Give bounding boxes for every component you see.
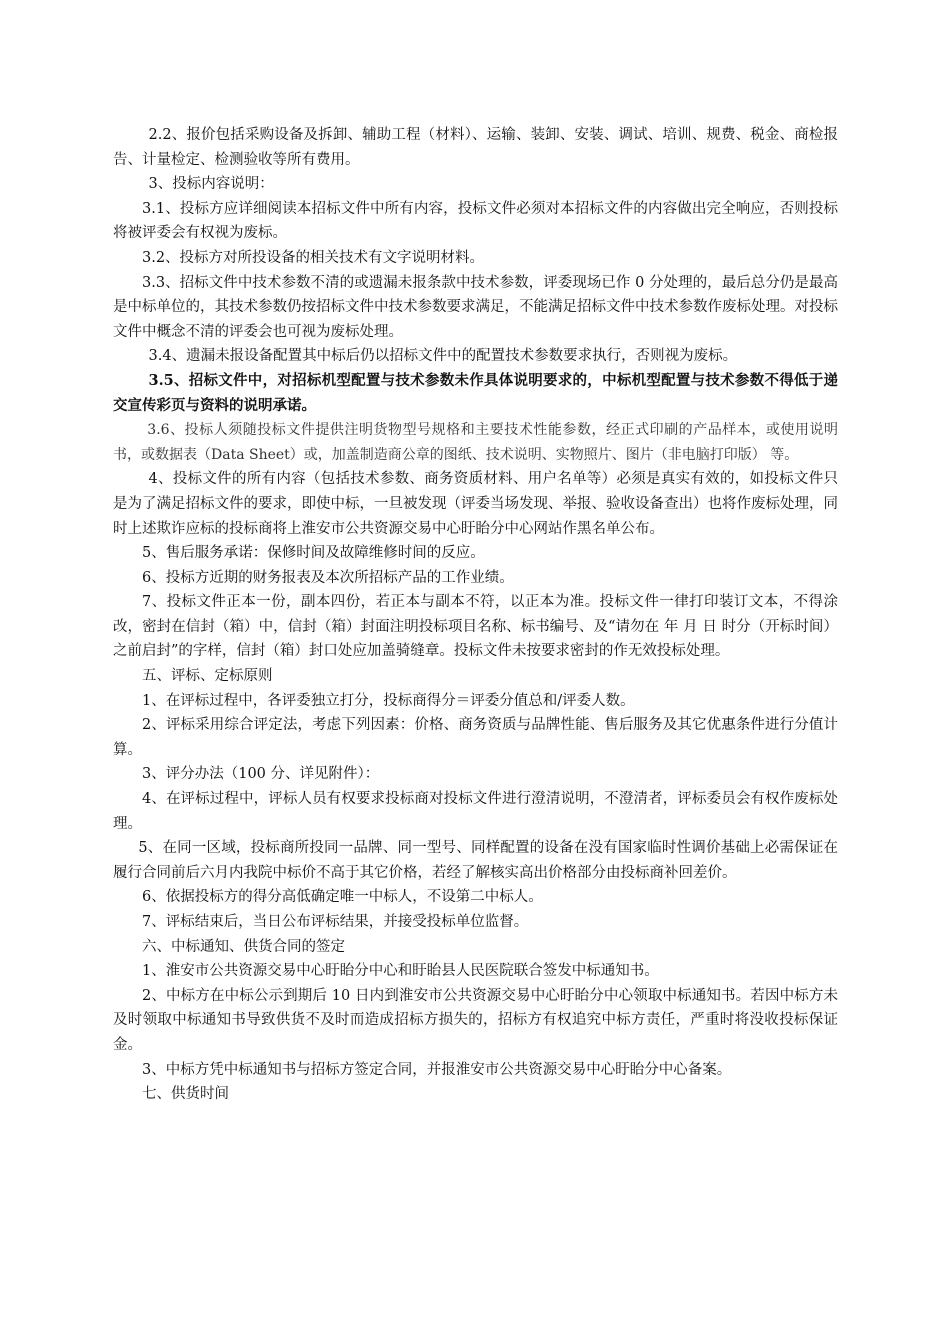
- paragraph-eval-1: 1、在评标过程中，各评委独立打分，投标商得分＝评委分值总和/评委人数。: [142, 692, 635, 709]
- paragraph-4: 4、投标文件的所有内容（包括技术参数、商务资质材料、用户名单等）必须是真实有效的，如投标文件只是为了满足招标文件的要求，即使中标，一旦被发现（评委当场发现、举报、验收设备查出）也将作废标处理，同时上述欺诈应标的投标商将上淮安市公共资源交易中心盱眙分中心网站作黑名单公布。: [113, 471, 838, 537]
- paragraph-3-5: 3.5、招标文件中，对招标机型配置与技术参数未作具体说明要求的，中标机型配置与技术参数不得低于递交宣传彩页与资料的说明承诺。: [113, 371, 838, 414]
- paragraph-award-1: 1、淮安市公共资源交易中心盱眙分中心和盱眙县人民医院联合签发中标通知书。: [142, 963, 659, 980]
- paragraph-3-1: 3.1、投标方应详细阅读本招标文件中所有内容，投标文件必须对本招标文件的内容做出完全响应，否则投标将被评委会有权视为废标。: [113, 200, 838, 242]
- paragraph-2-2: 2.2、报价包括采购设备及拆卸、辅助工程（材料）、运输、装卸、安装、调试、培训、规费、税金、商检报告、计量检定、检测验收等所有费用。: [113, 127, 838, 168]
- paragraph-award-3: 3、中标方凭中标通知书与招标方签定合同，并报淮安市公共资源交易中心盱眙分中心备案。: [142, 1061, 732, 1078]
- paragraph-6-finance: 6、投标方近期的财务报表及本次所招标产品的工作业绩。: [142, 569, 514, 586]
- paragraph-3-heading: 3、投标内容说明：: [148, 176, 274, 193]
- paragraph-award-2: 2、中标方在中标公示到期后 10 日内到淮安市公共资源交易中心盱眙分中心领取中标通知书。若因中标方未及时领取中标通知书导致供货不及时而造成招标方损失的，招标方有权追究中标方责任，严重时将没收投标保证金。: [113, 987, 838, 1053]
- paragraph-eval-6: 6、依据投标方的得分高低确定唯一中标人，不设第二中标人。: [142, 889, 543, 906]
- paragraph-eval-2: 2、评标采用综合评定法，考虑下列因素：价格、商务资质与品牌性能、售后服务及其它优惠条件进行分值计算。: [113, 717, 838, 758]
- section-7-heading: 七、供货时间: [142, 1086, 229, 1103]
- paragraph-eval-7: 7、评标结束后，当日公布评标结果，并接受投标单位监督。: [142, 914, 529, 930]
- section-6-heading: 六、中标通知、供货合同的签定: [142, 938, 345, 955]
- paragraph-7-copies: 7、投标文件正本一份，副本四份，若正本与副本不符，以正本为准。投标文件一律打印装订文本，不得涂改，密封在信封（箱）中，信封（箱）封面注明投标项目名称、标书编号、及“请勿在 年 月 日 时分（开标时间）之前启封”的字样，信封（箱）封口处应加盖骑缝章。投标文件未按要求密封的作无效投标处理。: [113, 594, 838, 660]
- paragraph-3-2: 3.2、投标方对所投设备的相关技术有文字说明材料。: [142, 249, 485, 266]
- paragraph-3-3: 3.3、招标文件中技术参数不清的或遗漏未报条款中技术参数，评委现场已作 0 分处理的，最后总分仍是最高是中标单位的，其技术参数仍按招标文件中技术参数要求满足，不能满足招标文件中技术参数作废标处理。对投标文件中概念不清的评委会也可视为废标处理。: [113, 274, 838, 340]
- paragraph-eval-3: 3、评分办法（100 分、详见附件）：: [142, 766, 380, 783]
- paragraph-3-6: 3.6、投标人须随投标文件提供注明货物型号规格和主要技术性能参数，经正式印刷的产品样本，或使用说明书，或数据表（Data Sheet）或，加盖制造商公章的图纸、技术说明、实物照片、图片（非电脑打印版） 等。: [113, 422, 838, 463]
- paragraph-eval-4: 4、在评标过程中，评标人员有权要求投标商对投标文件进行澄清说明，不澄清者，评标委员会有权作废标处理。: [113, 791, 838, 832]
- section-5-heading: 五、评标、定标原则: [142, 668, 273, 685]
- paragraph-eval-5: 5、在同一区域，投标商所投同一品牌、同一型号、同样配置的设备在没有国家临时性调价基础上必需保证在履行合同前后六月内我院中标价不高于其它价格，若经了解核实高出价格部分由投标商补回差价。: [113, 840, 838, 881]
- document-page: [113, 123, 838, 1107]
- paragraph-5-service: 5、售后服务承诺：保修时间及故障维修时间的反应。: [142, 545, 485, 562]
- paragraph-3-4: 3.4、遗漏未报设备配置其中标后仍以招标文件中的配置技术参数要求执行，否则视为废标。: [148, 348, 738, 365]
